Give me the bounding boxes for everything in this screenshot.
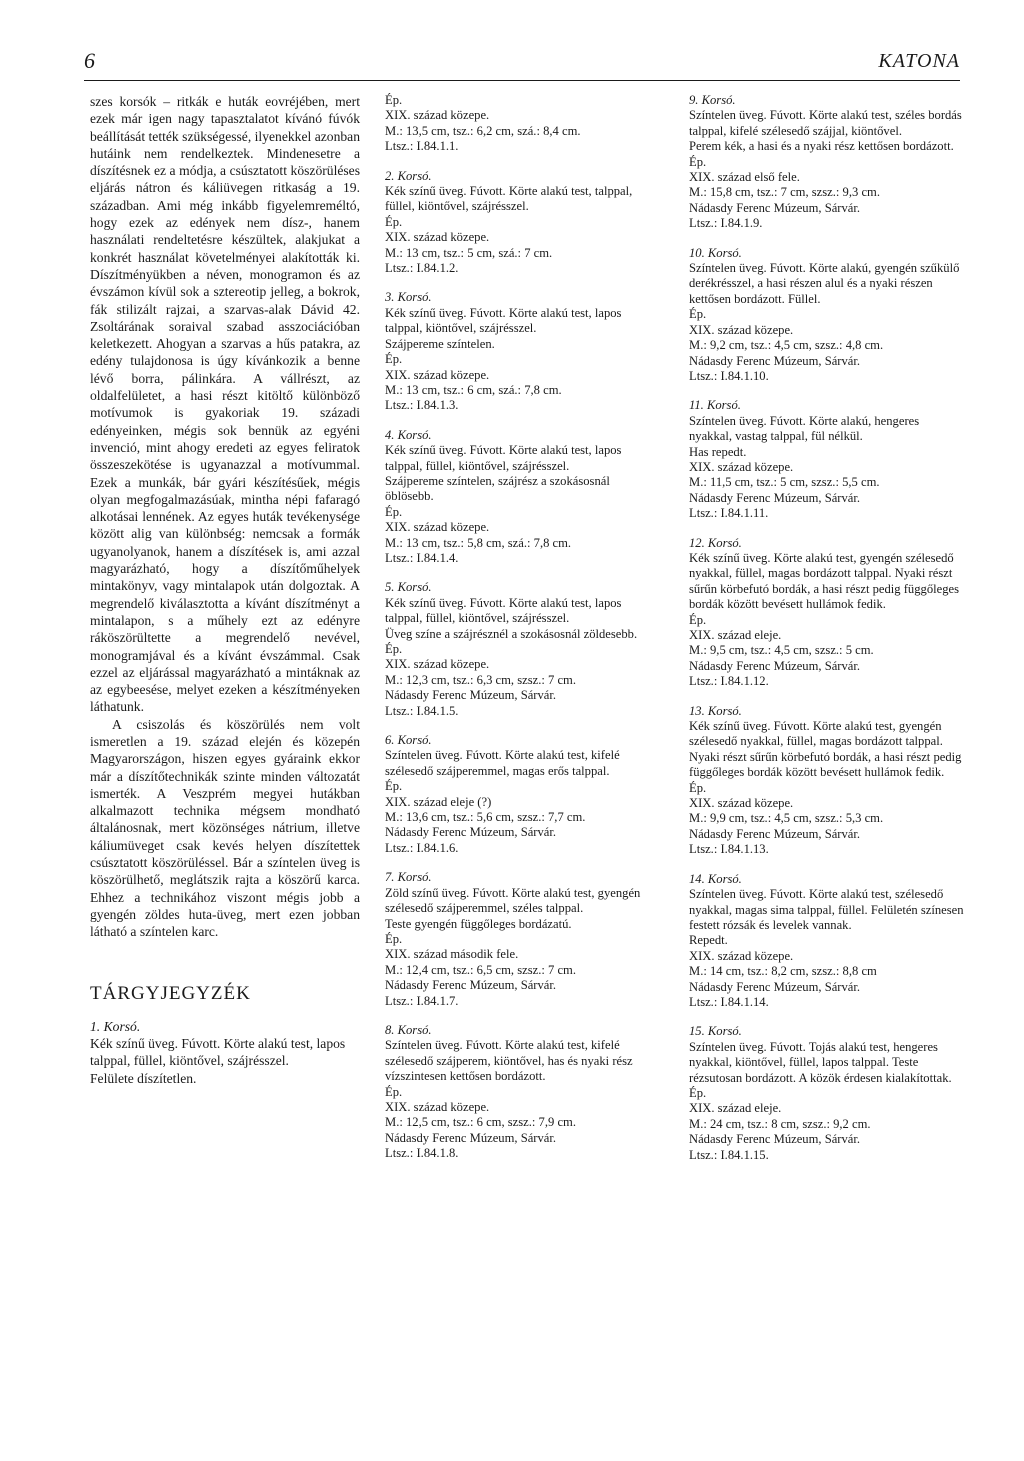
entry-line: M.: 13,5 cm, tsz.: 6,2 cm, szá.: 8,4 cm. (385, 123, 581, 138)
entry-line: XIX. század eleje. (689, 1101, 782, 1116)
catalog-entry-9 (689, 93, 964, 232)
entry-line: Nádasdy Ferenc Múzeum, Sárvár. (385, 978, 557, 993)
entry-number: 7. Korsó. (385, 870, 432, 885)
entry-line: Teste gyengén függőleges bordázatú. (385, 916, 572, 931)
entry-line: Ltsz.: I.84.1.4. (385, 550, 459, 565)
entry-line: XIX. század eleje (?) (385, 794, 492, 809)
entry-line: Kék színű üveg. Fúvott. Körte alakú test, lapos talppal, füllel, kiöntővel, szájrésszel. (90, 1036, 346, 1069)
catalog-entry-7 (385, 870, 660, 1009)
entry-line: Has repedt. (689, 444, 747, 459)
entry-line: Nádasdy Ferenc Múzeum, Sárvár. (689, 826, 861, 841)
entry-line: Ltsz.: I.84.1.14. (689, 994, 769, 1009)
catalog-entry-2 (385, 169, 660, 277)
entry-line: Ltsz.: I.84.1.1. (385, 139, 459, 154)
entry-number: 15. Korsó. (689, 1024, 742, 1039)
catalog-entry-13 (689, 704, 964, 858)
entry-line: Ép. (385, 1084, 403, 1099)
entry-line: XIX. század közepe. (689, 796, 794, 811)
entry-line: Nádasdy Ferenc Múzeum, Sárvár. (385, 825, 557, 840)
entry-line: Ltsz.: I.84.1.15. (689, 1147, 769, 1162)
entry-line: M.: 13,6 cm, tsz.: 5,6 cm, szsz.: 7,7 cm. (385, 810, 586, 825)
entry-line: Színtelen üveg. Fúvott. Körte alakú test, kifelé szélesedő szájperem, kiöntővel, has és nyaki rész vízszintesen kettősen bordázott. (385, 1038, 633, 1084)
entry-line: XIX. század közepe. (385, 520, 490, 535)
entry-line: Ép. (385, 504, 403, 519)
entry-number: 14. Korsó. (689, 871, 742, 886)
entry-line: Kék színű üveg. Fúvott. Körte alakú test, lapos talppal, kiöntővel, szájrésszel. (385, 305, 622, 336)
entry-line: M.: 13 cm, tsz.: 6 cm, szá.: 7,8 cm. (385, 382, 562, 397)
catalog-entry-3 (385, 290, 660, 413)
entry-line: XIX. század közepe. (689, 322, 794, 337)
entry-line: Szájpereme színtelen, szájrész a szokásosnál öblösebb. (385, 473, 610, 504)
entry-number: 3. Korsó. (385, 290, 432, 305)
entry-line: Ltsz.: I.84.1.11. (689, 506, 769, 521)
entry-number: 4. Korsó. (385, 427, 432, 442)
entry-line: M.: 11,5 cm, tsz.: 5 cm, szsz.: 5,5 cm. (689, 475, 880, 490)
entry-line: M.: 9,2 cm, tsz.: 4,5 cm, szsz.: 4,8 cm. (689, 338, 884, 353)
entry-line: Ép. (689, 612, 707, 627)
entry-line: Ltsz.: I.84.1.2. (385, 261, 459, 276)
entry-line: M.: 24 cm, tsz.: 8 cm, szsz.: 9,2 cm. (689, 1116, 871, 1131)
entry-line: Ltsz.: I.84.1.7. (385, 993, 459, 1008)
catalog-entry-15 (689, 1024, 964, 1163)
entry-number: 11. Korsó. (689, 398, 741, 413)
entry-line: Zöld színű üveg. Fúvott. Körte alakú test, gyengén szélesedő szájperemmel, széles talppal. (385, 885, 641, 916)
entry-line: Ltsz.: I.84.1.10. (689, 368, 769, 383)
entry-line: Nádasdy Ferenc Múzeum, Sárvár. (689, 200, 861, 215)
catalog-title: TÁRGYJEGYZÉK (90, 982, 251, 1004)
entry-line: Színtelen üveg. Fúvott. Körte alakú, hengeres nyakkal, vastag talppal, fül nélkül. (689, 413, 920, 444)
entry-line: Ltsz.: I.84.1.12. (689, 674, 769, 689)
entry-line: M.: 13 cm, tsz.: 5,8 cm, szá.: 7,8 cm. (385, 535, 572, 550)
catalog-entry-11 (689, 398, 964, 521)
entry-number: 2. Korsó. (385, 168, 432, 183)
entry-line: Színtelen üveg. Fúvott. Tojás alakú test, hengeres nyakkal, kiöntővel, füllel, lapos talppal. Teste rézsutosan bordázott. A közök érdesen kialakítottak. (689, 1039, 952, 1085)
entry-line: XIX. század közepe. (689, 459, 794, 474)
catalog-entry-1-cont (385, 93, 660, 155)
entry-line: Ép. (385, 214, 403, 229)
page-number: 6 (84, 48, 95, 73)
entry-number: 5. Korsó. (385, 580, 432, 595)
entry-line: Nádasdy Ferenc Múzeum, Sárvár. (385, 1130, 557, 1145)
entry-line: Kék színű üveg. Körte alakú test, gyengén szélesedő nyakkal, füllel, magas bordázott talppal. Nyaki részt sűrűn körbefutó bordák, a hasi részt pedig függőleges bordák között bevésett hullámok fedik. (689, 550, 959, 612)
entry-number: 9. Korsó. (689, 93, 736, 107)
entry-line: Színtelen üveg. Fúvott. Körte alakú, gyengén szűkülő derékrésszel, a hasi részen alul és a nyaki részen kettősen bordázott. Füllel. (689, 261, 960, 306)
entry-line: Ép. (385, 931, 403, 946)
entry-line: Ép. (689, 780, 707, 795)
entry-line: Kék színű üveg. Fúvott. Körte alakú test, lapos talppal, füllel, kiöntővel, szájrésszel. (385, 443, 622, 473)
entry-line: Repedt. (689, 933, 728, 948)
entry-line: Nádasdy Ferenc Múzeum, Sárvár. (689, 658, 861, 673)
entry-line: M.: 9,5 cm, tsz.: 4,5 cm, szsz.: 5 cm. (689, 643, 874, 658)
body-paragraph: A csiszolás és köszörülés nem volt ismeretlen a 19. század elején és közepén Magyarországon, hiszen egyes gyáraink ekkor már a díszítőtechnikák szinte minden változatát ismerték. A Veszprém megyei hutákban alkalmazott technika mégsem mondható általánosnak, mert közönséges nátrium, illetve káliumüveget csak kevés helyen díszítettek csúsztatott köszörüléssel. Bár a színtelen üveg is köszörülhető, meglátszik rajta a köszörű karca. Ehhez a technikához viszont mégis jobb a gyengén zöldes huta-üveg, mert ezen jobban látható a színtelen karc. (90, 716, 360, 940)
entry-line: Ép. (689, 1085, 707, 1100)
entry-line: Ép. (689, 154, 707, 169)
entry-number: 10. Korsó. (689, 245, 742, 260)
entry-line: M.: 12,3 cm, tsz.: 6,3 cm, szsz.: 7 cm. (385, 672, 576, 687)
entry-line: Kék színű üveg. Fúvott. Körte alakú test, lapos talppal, füllel, kiöntővel, szájrésszel. (385, 595, 622, 626)
entry-number: 13. Korsó. (689, 703, 742, 718)
entry-line: M.: 14 cm, tsz.: 8,2 cm, szsz.: 8,8 cm (689, 964, 877, 979)
entry-line: Kék színű üveg. Fúvott. Körte alakú test, talppal, füllel, kiöntővel, szájrésszel. (385, 184, 633, 214)
entry-line: XIX. század közepe. (385, 657, 490, 672)
entry-line: M.: 13 cm, tsz.: 5 cm, szá.: 7 cm. (385, 245, 553, 260)
entry-line: Ltsz.: I.84.1.9. (689, 216, 763, 231)
column-1 (90, 93, 360, 1087)
column-2 (385, 93, 660, 1162)
entry-number: 1. Korsó. (90, 1018, 141, 1034)
entry-line: Ltsz.: I.84.1.3. (385, 398, 459, 413)
catalog-entry-14 (689, 872, 964, 1011)
entry-line: XIX. század eleje. (689, 628, 782, 642)
catalog-entry-4 (385, 428, 660, 567)
entry-line: Felülete díszítetlen. (90, 1070, 197, 1086)
entry-line: XIX. század közepe. (385, 108, 490, 123)
entry-line: Ép. (385, 642, 403, 656)
entry-line: XIX. század közepe. (385, 230, 490, 245)
entry-line: M.: 9,9 cm, tsz.: 4,5 cm, szsz.: 5,3 cm. (689, 811, 884, 826)
entry-line: Szájpereme színtelen. (385, 336, 495, 351)
entry-line: Ép. (385, 352, 403, 367)
entry-line: M.: 12,4 cm, tsz.: 6,5 cm, szsz.: 7 cm. (385, 962, 576, 977)
entry-line: Kék színű üveg. Fúvott. Körte alakú test, gyengén szélesedő nyakkal, füllel, magas bordázott talppal. Nyaki részt sűrűn körbefutó bordák, a hasi részt pedig függőleges bordák között bevésett hullámok fedik. (689, 719, 962, 780)
entry-line: Színtelen üveg. Fúvott. Körte alakú test, szélesedő nyakkal, magas sima talppal, füllel. Felületén színesen festett rózsák és levelek vannak. (689, 887, 964, 932)
entry-line: Ltsz.: I.84.1.6. (385, 840, 459, 855)
catalog-entry-5 (385, 580, 660, 719)
body-paragraph: szes korsók – ritkák e huták eovréjében, mert ezek már igen nagy tapasztalatot kívánó fúvók beállítását tették szükségessé, ilyenekkel azonban hutáink nem rendelkeztek. Mindenesetre a díszítésnek ez a módja, a csúsztatott köszörüléses eljárás nátron és káliüvegen ritkaság a 19. században. Ami még inkább figyelemreméltó, hogy ezek az edények nem dísz-, hanem használati rendeltetésre készültek, alakjukat a konkrét használat követelményei alakították ki. Díszítményükben a néven, monogramon és az évszámon kívül sok a sztereotip jelleg, a bokrok, fák stilizált rajzai, a szarvas-alak Dávid 42. Zsoltárának soraival szabad asszociációban keletkezett. Ahogyan a szarvas a hűs patakra, az edény tulajdonosa is úgy kívánkozik a benne lévő borra, pálinkára. A vállrészt, az oldalfelületet, a hasi részt kitöltő különböző motívumok is gyakoriak 19. századi edényeinken, mégis sok bennük az egyéni invenció, mint ahogy eredeti az egyes feliratok összeszekötése is ugyanazzal a motívummal. Ezek a munkák, bár gyári készítésűek, mégis olyan megfogalmazásúak, mintha népi fafaragó alkotásai lennének. Az egyes huták tevékenysége között alig van különbség: nemcsak a formák ugyanolyanok, hanem a díszítések is, ami azzal magyarázható, hogy a díszítőműhelyek mintakönyv, vagy mintalapok után dolgoztak. A megrendelő kiválasztotta a kívánt díszítményt a mintalapon, s a műhely ezt az edényre ráköszörültette a megrendelő nevével, monogramjával és a kívánt évszámmal. Csak ezzel az eljárással magyarázható a mintáknak az az egybeesése, melyet ezeken a készítményeken láthatunk. (90, 94, 360, 715)
catalog-entry-8 (385, 1023, 660, 1162)
entry-line: Ltsz.: I.84.1.8. (385, 1146, 459, 1161)
entry-line: M.: 12,5 cm, tsz.: 6 cm, szsz.: 7,9 cm. (385, 1115, 576, 1130)
entry-line: Perem kék, a hasi és a nyaki rész kettősen bordázott. (689, 139, 954, 154)
entry-line: Nádasdy Ferenc Múzeum, Sárvár. (689, 979, 861, 994)
entry-line: Üveg színe a szájrésznél a szokásosnál zöldesebb. (385, 626, 638, 641)
entry-line: Színtelen üveg. Fúvott. Körte alakú test, széles bordás talppal, kifelé szélesedő szájjal, kiöntővel. (689, 108, 962, 138)
entry-line: M.: 15,8 cm, tsz.: 7 cm, szsz.: 9,3 cm. (689, 185, 880, 200)
entry-line: Színtelen üveg. Fúvott. Körte alakú test, kifelé szélesedő szájperemmel, magas erős talppal. (385, 748, 620, 778)
entry-line: Ltsz.: I.84.1.13. (689, 842, 769, 857)
catalog-entry-1 (90, 1018, 360, 1087)
column-3 (689, 93, 964, 1163)
entry-number: 6. Korsó. (385, 733, 432, 748)
entry-number: 12. Korsó. (689, 535, 742, 550)
header-rule (84, 80, 960, 81)
catalog-entry-6 (385, 733, 660, 856)
entry-line: Nádasdy Ferenc Múzeum, Sárvár. (689, 1132, 861, 1147)
catalog-entry-10 (689, 246, 964, 385)
running-head: KATONA (878, 50, 960, 72)
page-header (84, 48, 960, 78)
entry-number: 8. Korsó. (385, 1022, 432, 1037)
entry-line: Nádasdy Ferenc Múzeum, Sárvár. (385, 688, 557, 703)
entry-line: XIX. század második fele. (385, 947, 519, 962)
entry-line: XIX. század közepe. (385, 1099, 490, 1114)
entry-line: Nádasdy Ferenc Múzeum, Sárvár. (689, 490, 861, 505)
entry-line: Ltsz.: I.84.1.5. (385, 703, 459, 718)
entry-line: Ép. (385, 93, 403, 107)
entry-line: Ép. (689, 307, 707, 322)
entry-line: XIX. század közepe. (689, 948, 794, 963)
entry-line: Nádasdy Ferenc Múzeum, Sárvár. (689, 353, 861, 368)
entry-line: Ép. (385, 779, 403, 794)
entry-line: XIX. század első fele. (689, 170, 800, 185)
catalog-entry-12 (689, 536, 964, 690)
entry-line: XIX. század közepe. (385, 367, 490, 382)
